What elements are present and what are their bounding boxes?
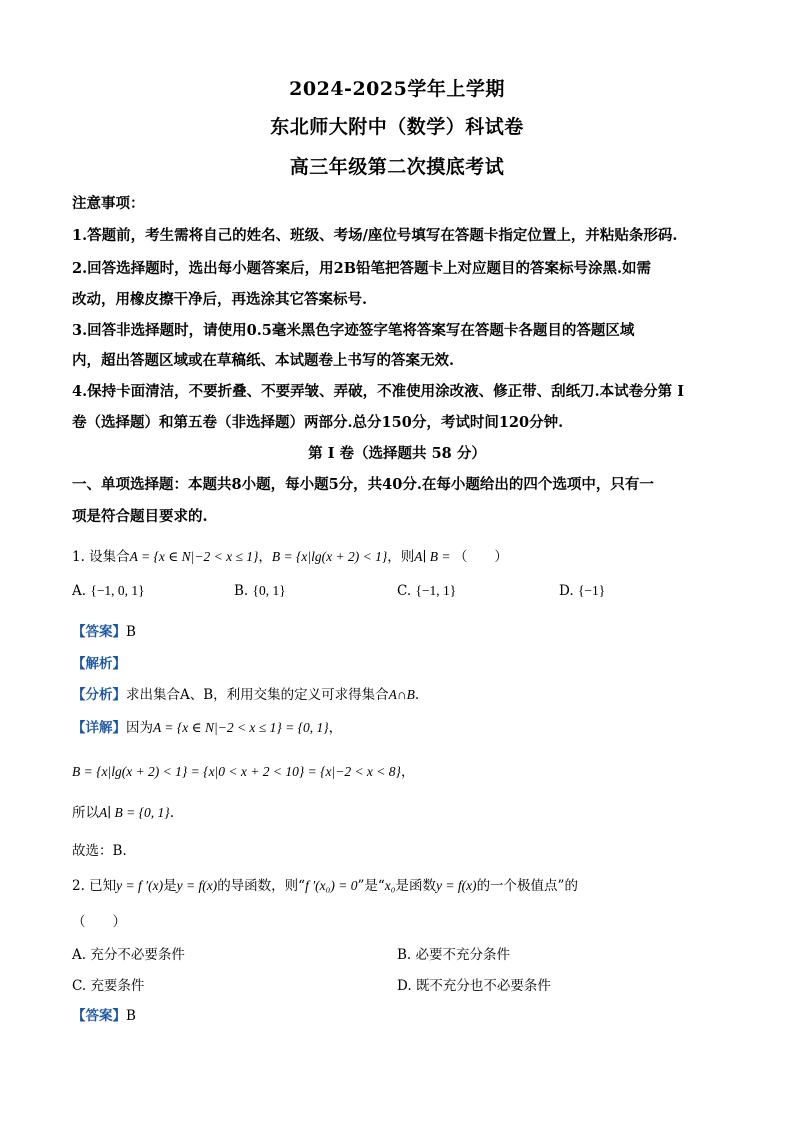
notice-item-3a: 3.回答非选择题时，请使用0.5毫米黑色字迹签字笔将答案写在答题卡各题目的答题区域 bbox=[72, 322, 635, 339]
q1-xiangjie-comma: ， bbox=[328, 720, 343, 736]
header-exam: 高三年级第二次摸底考试 bbox=[289, 156, 505, 178]
q1-conclusion-period: . bbox=[169, 805, 175, 821]
q1-answer bbox=[72, 620, 732, 640]
q1-option-b-label: B. bbox=[234, 583, 249, 599]
q1-fenxi-period: . bbox=[414, 687, 420, 703]
q1-xiangjie-tag: 【详解】 bbox=[72, 720, 126, 736]
q1-analysis bbox=[72, 652, 732, 672]
q2-paren: （ ） bbox=[72, 914, 126, 930]
q2-e4: x₀ bbox=[384, 878, 396, 893]
q2-e3: f ′(x₀) = 0 bbox=[305, 878, 358, 893]
q2-option-a-value: 充分不必要条件 bbox=[90, 947, 185, 963]
q1-option-a bbox=[72, 583, 145, 599]
q2-option-d-label: D. bbox=[397, 978, 412, 994]
notice-title: 注意事项： bbox=[72, 195, 145, 212]
q2-e1: y = f ′(x) bbox=[116, 878, 164, 893]
q1-set-a: A = {x ∈ N|−2 < x ≤ 1} bbox=[129, 549, 259, 564]
q1-set-b: B = {x|lg(x + 2) < 1} bbox=[271, 549, 388, 564]
question-1-stem bbox=[72, 545, 732, 565]
q2-option-c-label: C. bbox=[72, 978, 87, 994]
q1-prefix: 1. 设集合 bbox=[72, 549, 130, 565]
q1-fenxi-tag: 【分析】 bbox=[72, 687, 126, 703]
q2-option-c-value: 充要条件 bbox=[90, 978, 145, 994]
q1-conclusion bbox=[72, 801, 732, 821]
q1-comma: ， bbox=[258, 549, 272, 565]
q1-choose: 故选：B. bbox=[72, 843, 127, 859]
q2-option-d-value: 既不充分也不必要条件 bbox=[415, 978, 551, 994]
q2-option-c bbox=[72, 974, 144, 994]
q1-set-b-derivation bbox=[72, 760, 732, 780]
notice-item-2a: 2.回答选择题时，选出每小题答案后，用2B铅笔把答题卡上对应题目的答案标号涂黑.如需 bbox=[72, 260, 652, 277]
q2-answer-value: B bbox=[126, 1008, 136, 1024]
q2-e5: y = f(x) bbox=[435, 878, 477, 893]
q2-option-a-label: A. bbox=[72, 947, 87, 963]
q1-analysis-tag: 【解析】 bbox=[72, 656, 126, 672]
q1-conclusion-text: 所以 bbox=[72, 805, 99, 821]
q1-xiangjie bbox=[72, 716, 732, 736]
notice-item-4a: 4.保持卡面清洁，不要折叠、不要弄皱、弄破，不准使用涂改液、修正带、刮纸刀.本试卷分第 I bbox=[72, 383, 685, 400]
q1-option-b bbox=[234, 583, 286, 599]
q2-option-b-value: 必要不充分条件 bbox=[415, 947, 511, 963]
q1-ask: ，则 bbox=[387, 549, 415, 565]
q1-answer-tag: 【答案】 bbox=[72, 624, 126, 640]
q1-conclusion-expr: A∣ B = {0, 1} bbox=[99, 805, 170, 820]
q2-answer-tag: 【答案】 bbox=[72, 1008, 126, 1024]
q1-fenxi-text: 求出集合A、B，利用交集的定义可求得集合 bbox=[126, 687, 389, 703]
q2-e2: y = f(x) bbox=[176, 878, 218, 893]
q1-option-a-value: {−1, 0, 1} bbox=[90, 583, 145, 598]
notice-item-4b: 卷（选择题）和第五卷（非选择题）两部分.总分150分，考试时间120分钟. bbox=[72, 414, 564, 431]
notice-item-2b: 改动，用橡皮擦干净后，再选涂其它答案标号. bbox=[72, 291, 368, 308]
q2-answer bbox=[72, 1004, 732, 1024]
q1-option-d bbox=[559, 583, 605, 599]
section-title: 第 I 卷（选择题共 58 分） bbox=[308, 445, 486, 462]
q1-line-b: B = {x|lg(x + 2) < 1} = {x|0 < x + 2 < 10} = {x|−2 < x < 8} bbox=[72, 764, 401, 779]
q1-expr: A∣ B = bbox=[414, 549, 454, 564]
q1-fenxi-expr: A∩B bbox=[388, 687, 415, 702]
section-intro-a: 一、单项选择题：本题共8小题，每小题5分，共40分.在每小题给出的四个选项中，只有一 bbox=[72, 476, 654, 493]
section-intro-b: 项是符合题目要求的. bbox=[72, 508, 208, 525]
q2-t5: 的一个极值点”的 bbox=[476, 878, 578, 894]
notice-item-3b: 内，超出答题区域或在草稿纸、本试题卷上书写的答案无效. bbox=[72, 352, 455, 369]
q1-option-c bbox=[397, 583, 456, 599]
q1-answer-value: B bbox=[126, 624, 136, 640]
q1-fenxi bbox=[72, 683, 732, 703]
notice-item-1: 1.答题前，考生需将自己的姓名、班级、考场/座位号填写在答题卡指定位置上，并粘贴条形码. bbox=[72, 227, 678, 244]
q2-option-b-label: B. bbox=[397, 947, 412, 963]
q1-option-a-label: A. bbox=[72, 583, 87, 599]
q2-t3: ”是“ bbox=[357, 878, 385, 894]
header-school: 东北师大附中（数学）科试卷 bbox=[270, 116, 524, 138]
q2-option-d bbox=[397, 974, 551, 994]
q2-t2: 的导函数，则“ bbox=[217, 878, 306, 894]
q1-line-b-comma: ， bbox=[400, 764, 415, 780]
q1-paren: （ ） bbox=[453, 549, 508, 565]
q2-t1: 是 bbox=[163, 878, 177, 894]
q1-xiangjie-expr: A = {x ∈ N|−2 < x ≤ 1} = {0, 1} bbox=[153, 720, 329, 735]
q1-option-c-label: C. bbox=[397, 583, 412, 599]
q2-t4: 是函数 bbox=[395, 878, 436, 894]
q1-xiangjie-text: 因为 bbox=[126, 720, 153, 736]
question-2-stem bbox=[72, 874, 732, 894]
q1-option-b-value: {0, 1} bbox=[252, 583, 286, 598]
header-year: 2024-2025学年上学期 bbox=[289, 78, 505, 100]
q2-prefix: 2. 已知 bbox=[72, 878, 117, 894]
q2-option-a bbox=[72, 943, 185, 963]
q1-option-c-value: {−1, 1} bbox=[415, 583, 457, 598]
q1-option-d-value: {−1} bbox=[577, 583, 606, 598]
q1-option-d-label: D. bbox=[559, 583, 574, 599]
q2-option-b bbox=[397, 943, 510, 963]
